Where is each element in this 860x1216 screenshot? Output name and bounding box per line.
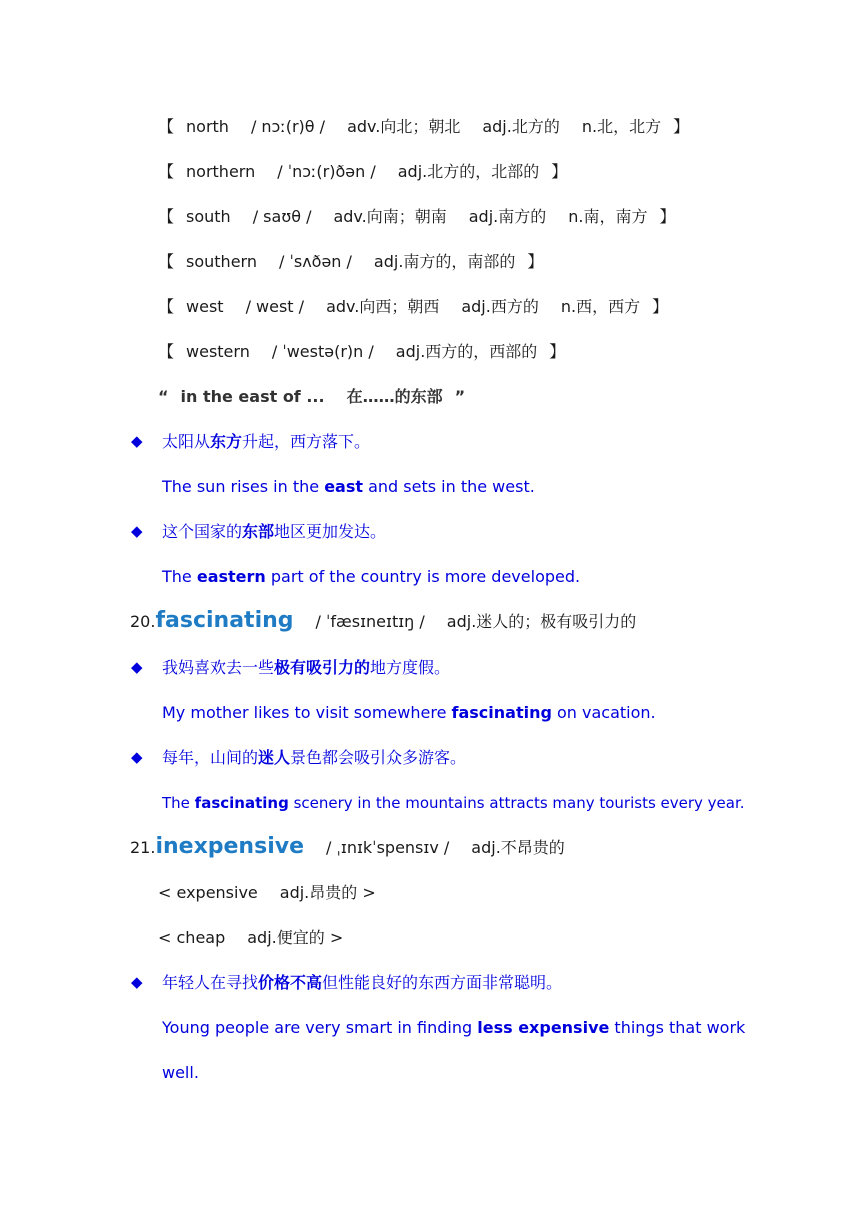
bracket-open: 【 <box>158 342 175 361</box>
vocab-word: south <box>186 207 231 226</box>
definition: adv.向西；朝西 <box>326 297 440 316</box>
text: and sets in the west. <box>363 477 535 496</box>
text: The sun rises in the <box>162 477 325 496</box>
related-word: expensive <box>176 883 258 902</box>
diamond-bullet-icon: ◆ <box>131 748 143 766</box>
entry-number: 21. <box>130 838 156 857</box>
highlight: fascinating <box>451 703 552 722</box>
phrase-line <box>158 386 465 408</box>
definition: adj.西方的 <box>461 297 539 316</box>
quote-close: ” <box>454 387 466 406</box>
vocab-word: southern <box>186 252 257 271</box>
angle-open: < <box>158 883 172 902</box>
highlight: 价格不高 <box>258 973 323 992</box>
example-en <box>162 792 745 814</box>
text: on vacation. <box>551 703 656 722</box>
phonetic: / ˈfæsɪneɪtɪŋ / <box>315 612 425 631</box>
definition: n.南，南方 <box>568 207 648 226</box>
highlight: east <box>324 477 364 496</box>
highlight: 东部 <box>242 522 275 541</box>
text: 年轻人在寻找 <box>162 973 259 992</box>
text: 但性能良好的东西方面非常聪明。 <box>322 973 563 992</box>
definition: adj.北方的，北部的 <box>397 162 540 181</box>
bracket-open: 【 <box>158 252 175 271</box>
angle-close: > <box>362 883 376 902</box>
vocab-line-north <box>158 116 689 138</box>
bracket-close: 】 <box>549 342 566 361</box>
related-word: cheap <box>176 928 226 947</box>
text: 太阳从 <box>162 432 211 451</box>
text: My mother likes to visit somewhere <box>162 703 452 722</box>
headword: fascinating <box>155 608 294 633</box>
vocab-word: west <box>186 297 224 316</box>
example-en <box>162 566 580 588</box>
definition: n.西，西方 <box>560 297 641 316</box>
bracket-close: 】 <box>527 252 544 271</box>
definition: adj.南方的 <box>468 207 547 226</box>
bracket-open: 【 <box>158 297 175 316</box>
definition: adj.不昂贵的 <box>471 838 565 857</box>
vocab-word: north <box>186 117 229 136</box>
entry-20 <box>130 610 636 633</box>
vocab-line-southern <box>158 251 543 273</box>
diamond-bullet-icon: ◆ <box>131 432 143 450</box>
definition: adj.北方的 <box>482 117 560 136</box>
highlight: fascinating <box>194 794 289 812</box>
text: 景色都会吸引众多游客。 <box>290 748 467 767</box>
diamond-bullet-icon: ◆ <box>131 658 143 676</box>
text: The <box>162 567 197 586</box>
example-en <box>162 476 535 498</box>
example-zh <box>162 657 450 679</box>
highlight: 东方 <box>210 432 243 451</box>
bracket-close: 】 <box>652 297 669 316</box>
definition: adj.南方的，南部的 <box>373 252 516 271</box>
definition: adj.便宜的 <box>247 928 325 947</box>
example-zh <box>162 431 370 453</box>
text: Young people are very smart in finding <box>162 1018 478 1037</box>
example-en-continued <box>162 1062 199 1084</box>
angle-open: < <box>158 928 172 947</box>
entry-21 <box>130 836 565 859</box>
example-zh <box>162 747 466 769</box>
text: 地区更加发达。 <box>274 522 387 541</box>
text: 升起，西方落下。 <box>242 432 371 451</box>
bracket-open: 【 <box>158 162 175 181</box>
text: well. <box>162 1063 199 1082</box>
phrase-chinese: 在……的东部 <box>346 387 443 406</box>
quote-open: “ <box>158 387 169 406</box>
bracket-open: 【 <box>158 207 175 226</box>
highlight: 极有吸引力的 <box>274 658 371 677</box>
example-zh <box>162 972 562 994</box>
angle-close: > <box>329 928 344 947</box>
text: scenery in the mountains attracts many tourists every year. <box>288 794 745 812</box>
phonetic: / saʊθ / <box>252 207 312 226</box>
text: 这个国家的 <box>162 522 243 541</box>
definition: adv.向南；朝南 <box>333 207 447 226</box>
bracket-close: 】 <box>673 117 690 136</box>
phonetic: / ˈnɔː(r)ðən / <box>277 162 376 181</box>
example-en <box>162 702 656 724</box>
text: 我妈喜欢去一些 <box>162 658 275 677</box>
text: 地方度假。 <box>370 658 451 677</box>
highlight: less expensive <box>477 1018 610 1037</box>
bracket-open: 【 <box>158 117 175 136</box>
bracket-close: 】 <box>551 162 568 181</box>
text: things that work <box>609 1018 746 1037</box>
definition: n.北，北方 <box>581 117 662 136</box>
highlight: 迷人 <box>258 748 291 767</box>
vocab-line-northern <box>158 161 567 183</box>
phonetic: / ˌɪnɪkˈspensɪv / <box>326 838 450 857</box>
example-en <box>162 1017 745 1039</box>
phrase-english: in the east of ... <box>180 387 325 406</box>
highlight: eastern <box>196 567 266 586</box>
entry-number: 20. <box>130 612 156 631</box>
text: The <box>162 794 195 812</box>
diamond-bullet-icon: ◆ <box>131 522 143 540</box>
text: part of the country is more developed. <box>265 567 581 586</box>
headword: inexpensive <box>155 834 304 859</box>
diamond-bullet-icon: ◆ <box>131 973 143 991</box>
vocab-word: northern <box>186 162 256 181</box>
related-word-cheap <box>158 927 343 949</box>
definition: adj.迷人的；极有吸引力的 <box>446 612 637 631</box>
phonetic: / ˈwestə(r)n / <box>271 342 374 361</box>
text: 每年，山间的 <box>162 748 259 767</box>
definition: adj.昂贵的 <box>279 883 358 902</box>
definition: adj.西方的，西部的 <box>395 342 538 361</box>
example-zh <box>162 521 386 543</box>
related-word-expensive <box>158 882 376 904</box>
vocab-line-western <box>158 341 565 363</box>
bracket-close: 】 <box>659 207 676 226</box>
vocab-line-west <box>158 296 668 318</box>
phonetic: / nɔː(r)θ / <box>250 117 326 136</box>
vocab-line-south <box>158 206 676 228</box>
definition: adv.向北；朝北 <box>347 117 461 136</box>
phonetic: / ˈsʌðən / <box>278 252 352 271</box>
vocab-word: western <box>186 342 250 361</box>
phonetic: / west / <box>245 297 305 316</box>
